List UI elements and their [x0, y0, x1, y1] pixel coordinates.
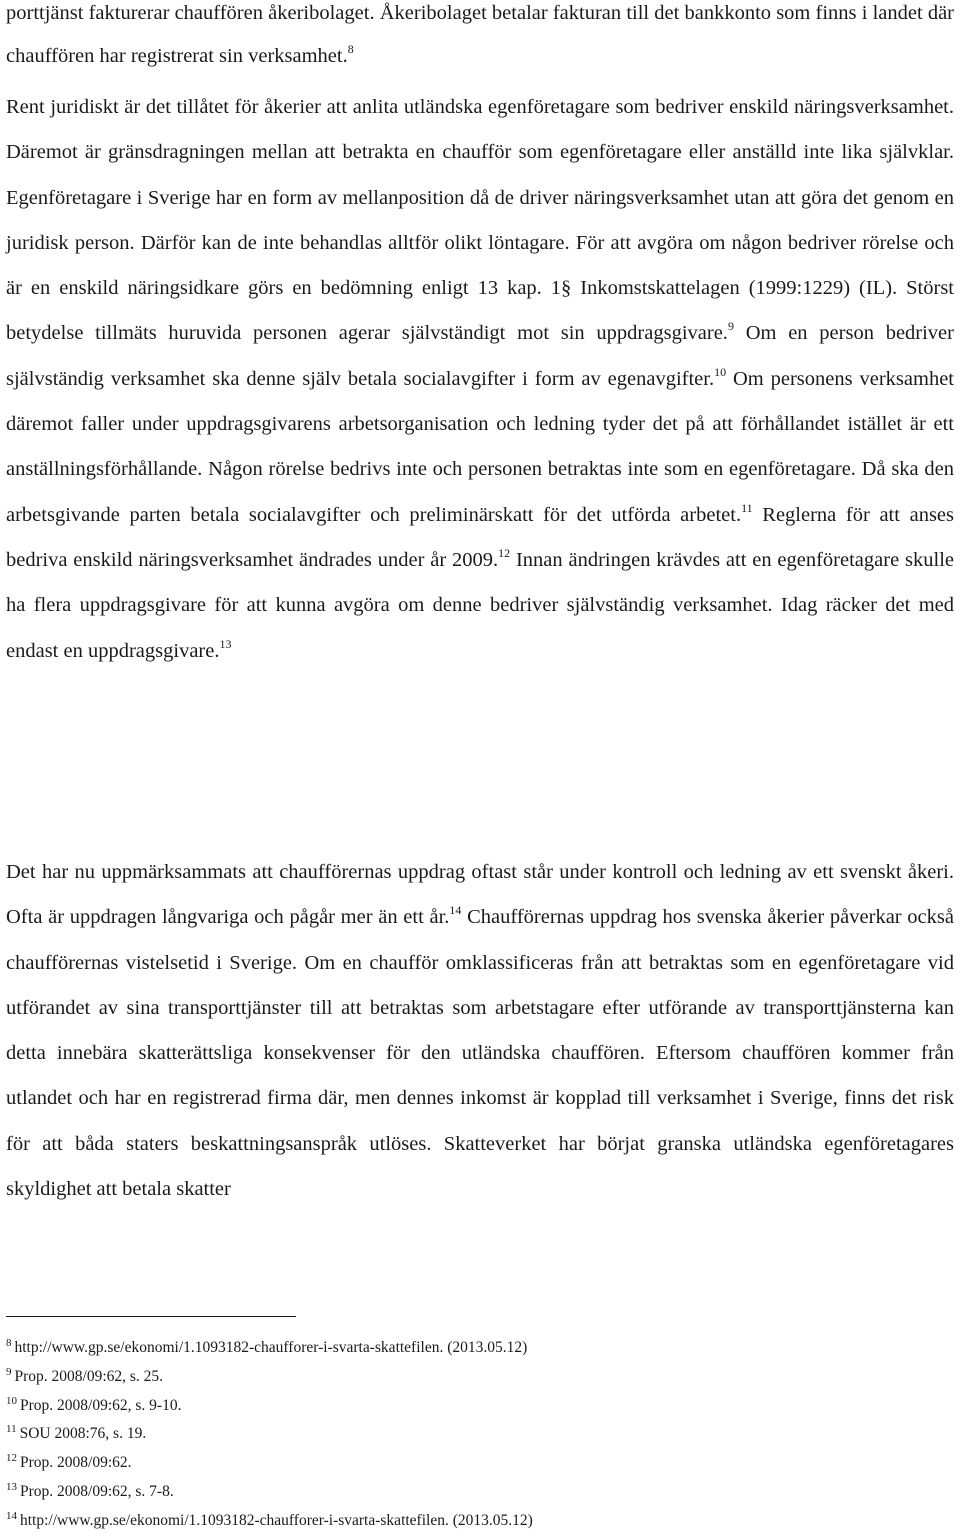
paragraph-2-text-4: Reglerna för att anses bedriva enskild näringsverksamhet ändrades under år 2009.: [6, 503, 954, 571]
footnote-text: Prop. 2008/09:62, s. 9-10.: [20, 1396, 182, 1414]
footnote-number: 8: [6, 1337, 12, 1349]
footnotes: [6, 1334, 954, 1536]
paragraph-1-text-1: porttjänst fakturerar chauffören åkeribolaget. Åkeribolaget betalar fakturan till det bankkonto som finns i landet där chauffören har registrerat sin verksamhet.: [6, 2, 954, 67]
paragraph-3-text-2: Chaufförernas uppdrag hos svenska åkerier påverkar också chaufförernas vistelsetid i Sverige. Om en chaufför omklassificeras från att betraktas som en egenföretagare vid utförandet av sina transporttjänster till att betraktas som arbetstagare efter utförande av transporttjänsterna kan detta innebära skatterättsliga konsekvenser för den utländska chauffören. Eftersom chauffören kommer från utlandet och har en registrerad firma där, men dennes inkomst är kopplad till verksamhet i Sverige, finns det risk för att båda staters beskattningsanspråk utlöses. Skatteverket har börjat granska utländska egenföretagares skyldighet att betala skatter: [6, 906, 954, 1201]
footnote-ref-12[interactable]: 12: [498, 545, 511, 560]
footnote-number: 12: [6, 1452, 17, 1465]
footnote-13: [6, 1478, 954, 1507]
footnote-number: 11: [6, 1423, 17, 1436]
footnote-12: [6, 1449, 954, 1478]
footnote-text: Prop. 2008/09:62.: [20, 1454, 132, 1472]
footnote-ref-14[interactable]: 14: [449, 903, 462, 918]
footnote-number: 13: [6, 1480, 17, 1493]
paragraph-2-text-2: Om en person bedriver självständig verksamhet ska denne själv betala socialavgifter i form av egenavgifter.: [6, 322, 954, 390]
paragraph-2: [6, 85, 954, 674]
paragraph-3: [6, 850, 954, 1212]
footnote-ref-8[interactable]: 8: [347, 42, 354, 56]
footnote-ref-13[interactable]: 13: [219, 636, 232, 651]
footnote-8: [6, 1334, 954, 1363]
paragraph-3-text-1: Det har nu uppmärksammats att chaufförernas uppdrag oftast står under kontroll och ledning av ett svenskt åkeri. Ofta är uppdragen långvariga och pågår mer än ett år.: [6, 861, 954, 929]
footnote-ref-11[interactable]: 11: [741, 500, 753, 515]
footnote-text: Prop. 2008/09:62, s. 7-8.: [20, 1482, 174, 1500]
paragraph-2-text-5: Innan ändringen krävdes att en egenföretagare skulle ha flera uppdragsgivare för att kunna avgöra om denne bedriver självständig verksamhet. Idag räcker det med endast en uppdragsgivare.: [6, 548, 954, 662]
footnote-separator: [6, 1316, 296, 1317]
footnote-9: [6, 1363, 954, 1392]
footnote-link[interactable]: http://www.gp.se/ekonomi/1.1093182-chaufforer-i-svarta-skattefilen. (2013.05.12): [20, 1511, 533, 1529]
footnote-text: Prop. 2008/09:62, s. 25.: [14, 1367, 164, 1385]
footnote-14: [6, 1507, 954, 1536]
footnote-10: [6, 1392, 954, 1421]
footnote-11: [6, 1420, 954, 1449]
footnote-number: 10: [6, 1394, 17, 1407]
footnote-text: SOU 2008:76, s. 19.: [19, 1425, 147, 1443]
paragraph-1: [6, 0, 954, 78]
footnote-link[interactable]: http://www.gp.se/ekonomi/1.1093182-chaufforer-i-svarta-skattefilen. (2013.05.12): [14, 1339, 528, 1356]
paragraph-2-text-3: Om personens verksamhet däremot faller under uppdragsgivarens arbetsorganisation och ledning tyder det på att förhållandet istället är ett anställningsförhållande. Någon rörelse bedrivs inte och personen betraktas inte som en egenföretagare. Då ska den arbetsgivande parten betala socialavgifter och preliminärskatt för det utförda arbetet.: [6, 367, 954, 526]
paragraph-2-text-1: Rent juridiskt är det tillåtet för åkerier att anlita utländska egenföretagare som bedriver enskild näringsverksamhet. Däremot är gränsdragningen mellan att betrakta en chaufför som egenföretagare eller anställd inte lika självklar. Egenföretagare i Sverige har en form av mellanposition då de driver näringsverksamhet utan att göra det genom en juridisk person. Därför kan de inte behandlas alltför olikt löntagare. För att avgöra om någon bedriver rörelse och är en enskild näringsidkare görs en bedömning enligt 13 kap. 1§ Inkomstskattelagen (1999:1229) (IL). Störst betydelse tillmäts huruvida personen agerar självständigt mot sin uppdragsgivare.: [6, 96, 954, 345]
footnote-ref-9[interactable]: 9: [727, 319, 734, 334]
footnote-number: 9: [6, 1365, 12, 1378]
footnote-number: 14: [6, 1509, 17, 1522]
footnote-ref-10[interactable]: 10: [714, 364, 727, 379]
